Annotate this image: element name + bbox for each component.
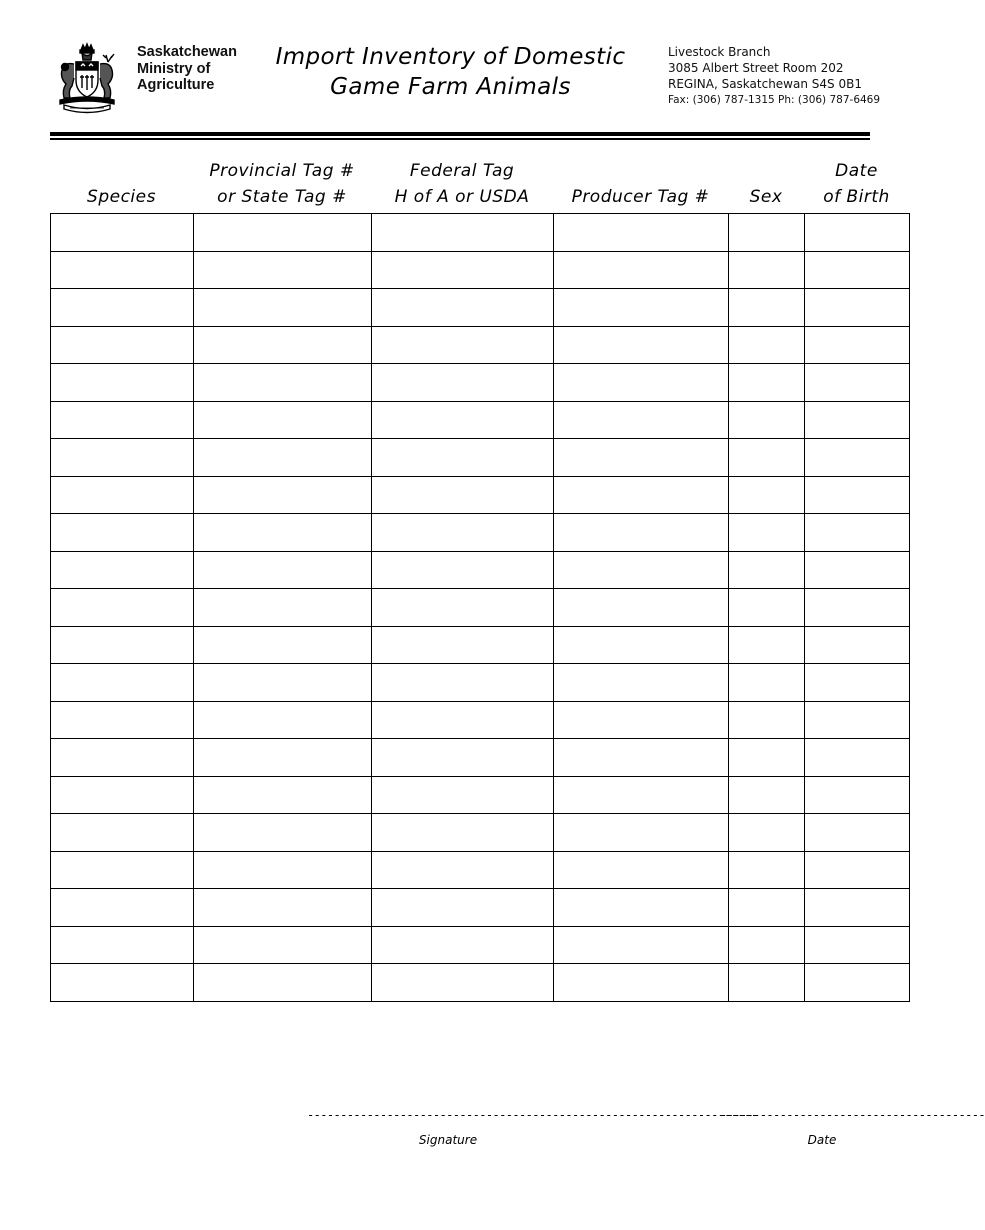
organization-name [137, 44, 237, 94]
cell-species[interactable] [51, 739, 194, 777]
cell-species[interactable] [51, 401, 194, 439]
cell-federal-tag[interactable] [372, 401, 554, 439]
form-title [268, 42, 633, 102]
column-header-line-2: Sex [749, 187, 783, 207]
cell-federal-tag[interactable] [372, 739, 554, 777]
cell-species[interactable] [51, 551, 194, 589]
cell-species[interactable] [51, 326, 194, 364]
table-row [51, 814, 910, 852]
cell-producer-tag[interactable] [554, 214, 729, 252]
cell-species[interactable] [51, 664, 194, 702]
cell-provincial-tag[interactable] [194, 551, 372, 589]
cell-provincial-tag[interactable] [194, 589, 372, 627]
cell-date-of-birth[interactable] [805, 401, 910, 439]
cell-producer-tag[interactable] [554, 776, 729, 814]
cell-producer-tag[interactable] [554, 439, 729, 477]
organization-line-3: Agriculture [137, 77, 215, 93]
cell-date-of-birth[interactable] [805, 964, 910, 1002]
column-header-line-1: Federal Tag [409, 161, 515, 181]
cell-species[interactable] [51, 476, 194, 514]
cell-provincial-tag[interactable] [194, 926, 372, 964]
column-header-species [50, 158, 193, 210]
cell-federal-tag[interactable] [372, 476, 554, 514]
cell-provincial-tag[interactable] [194, 626, 372, 664]
table-row [51, 589, 910, 627]
cell-date-of-birth[interactable] [805, 814, 910, 852]
column-header-line-1: Provincial Tag # [209, 161, 355, 181]
cell-sex[interactable] [729, 439, 805, 477]
cell-producer-tag[interactable] [554, 851, 729, 889]
cell-provincial-tag[interactable] [194, 439, 372, 477]
cell-sex[interactable] [729, 551, 805, 589]
cell-species[interactable] [51, 439, 194, 477]
cell-provincial-tag[interactable] [194, 776, 372, 814]
cell-federal-tag[interactable] [372, 251, 554, 289]
cell-provincial-tag[interactable] [194, 964, 372, 1002]
table-row [51, 364, 910, 402]
cell-date-of-birth[interactable] [805, 289, 910, 327]
cell-date-of-birth[interactable] [805, 439, 910, 477]
cell-producer-tag[interactable] [554, 926, 729, 964]
cell-date-of-birth[interactable] [805, 851, 910, 889]
branch-address [668, 44, 880, 108]
cell-federal-tag[interactable] [372, 889, 554, 927]
column-header-line-1: Date [835, 161, 878, 181]
cell-provincial-tag[interactable] [194, 889, 372, 927]
coat-of-arms-logo [56, 42, 118, 112]
column-header-date-of-birth [804, 158, 909, 210]
cell-producer-tag[interactable] [554, 964, 729, 1002]
table-row [51, 889, 910, 927]
cell-provincial-tag[interactable] [194, 664, 372, 702]
cell-provincial-tag[interactable] [194, 364, 372, 402]
cell-sex[interactable] [729, 364, 805, 402]
form-title-line-1: Import Inventory of Domestic [275, 44, 626, 70]
cell-sex[interactable] [729, 814, 805, 852]
cell-date-of-birth[interactable] [805, 739, 910, 777]
form-title-line-2: Game Farm Animals [330, 74, 571, 100]
table-row [51, 326, 910, 364]
cell-species[interactable] [51, 814, 194, 852]
cell-federal-tag[interactable] [372, 439, 554, 477]
street-address: 3085 Albert Street Room 202 [668, 61, 844, 75]
cell-sex[interactable] [729, 664, 805, 702]
column-header-line-2: Producer Tag # [571, 187, 710, 207]
cell-sex[interactable] [729, 289, 805, 327]
table-row [51, 964, 910, 1002]
cell-species[interactable] [51, 964, 194, 1002]
cell-species[interactable] [51, 626, 194, 664]
cell-provincial-tag[interactable] [194, 851, 372, 889]
cell-sex[interactable] [729, 739, 805, 777]
cell-species[interactable] [51, 776, 194, 814]
city-address: REGINA, Saskatchewan S4S 0B1 [668, 77, 862, 91]
table-row [51, 664, 910, 702]
cell-provincial-tag[interactable] [194, 814, 372, 852]
cell-producer-tag[interactable] [554, 889, 729, 927]
column-header-line-2: H of A or USDA [394, 187, 530, 207]
cell-species[interactable] [51, 364, 194, 402]
cell-federal-tag[interactable] [372, 626, 554, 664]
cell-federal-tag[interactable] [372, 926, 554, 964]
cell-federal-tag[interactable] [372, 664, 554, 702]
cell-producer-tag[interactable] [554, 514, 729, 552]
header-divider-thick [50, 132, 870, 136]
cell-producer-tag[interactable] [554, 289, 729, 327]
cell-species[interactable] [51, 926, 194, 964]
column-header-sex [728, 158, 804, 210]
cell-federal-tag[interactable] [372, 776, 554, 814]
table-row [51, 739, 910, 777]
column-header-line-2: or State Tag # [217, 187, 347, 207]
cell-date-of-birth[interactable] [805, 214, 910, 252]
contact-numbers: Fax: (306) 787-1315 Ph: (306) 787-6469 [668, 94, 881, 106]
column-header-producer-tag [553, 158, 728, 210]
cell-federal-tag[interactable] [372, 289, 554, 327]
cell-sex[interactable] [729, 476, 805, 514]
cell-date-of-birth[interactable] [805, 926, 910, 964]
cell-federal-tag[interactable] [372, 551, 554, 589]
cell-date-of-birth[interactable] [805, 889, 910, 927]
cell-producer-tag[interactable] [554, 476, 729, 514]
table-row [51, 214, 910, 252]
branch-name: Livestock Branch [668, 45, 771, 59]
cell-species[interactable] [51, 889, 194, 927]
cell-producer-tag[interactable] [554, 701, 729, 739]
cell-sex[interactable] [729, 851, 805, 889]
table-row [51, 551, 910, 589]
cell-date-of-birth[interactable] [805, 701, 910, 739]
cell-provincial-tag[interactable] [194, 476, 372, 514]
cell-federal-tag[interactable] [372, 326, 554, 364]
cell-species[interactable] [51, 851, 194, 889]
cell-date-of-birth[interactable] [805, 664, 910, 702]
cell-provincial-tag[interactable] [194, 289, 372, 327]
table-row [51, 476, 910, 514]
date-line[interactable]: ---------------------------------------- [720, 1108, 985, 1122]
cell-species[interactable] [51, 589, 194, 627]
cell-provincial-tag[interactable] [194, 739, 372, 777]
table-row [51, 401, 910, 439]
cell-producer-tag[interactable] [554, 551, 729, 589]
cell-producer-tag[interactable] [554, 626, 729, 664]
column-header-federal-tag [371, 158, 553, 210]
column-header-provincial-tag [193, 158, 371, 210]
cell-producer-tag[interactable] [554, 401, 729, 439]
table-row [51, 514, 910, 552]
inventory-table [50, 213, 910, 1002]
table-row [51, 701, 910, 739]
cell-species[interactable] [51, 289, 194, 327]
table-row [51, 776, 910, 814]
cell-sex[interactable] [729, 626, 805, 664]
cell-federal-tag[interactable] [372, 364, 554, 402]
table-row [51, 926, 910, 964]
cell-federal-tag[interactable] [372, 701, 554, 739]
cell-federal-tag[interactable] [372, 964, 554, 1002]
cell-federal-tag[interactable] [372, 589, 554, 627]
cell-producer-tag[interactable] [554, 364, 729, 402]
cell-federal-tag[interactable] [372, 214, 554, 252]
signature-line[interactable]: -------------------------------------------------------------------- [307, 1108, 758, 1122]
cell-species[interactable] [51, 701, 194, 739]
column-header-line-2: Species [87, 187, 156, 207]
cell-sex[interactable] [729, 589, 805, 627]
table-row [51, 289, 910, 327]
cell-federal-tag[interactable] [372, 851, 554, 889]
cell-sex[interactable] [729, 251, 805, 289]
organization-line-2: Ministry of [137, 60, 211, 77]
cell-producer-tag[interactable] [554, 739, 729, 777]
cell-date-of-birth[interactable] [805, 589, 910, 627]
cell-sex[interactable] [729, 514, 805, 552]
cell-date-of-birth[interactable] [805, 514, 910, 552]
cell-date-of-birth[interactable] [805, 476, 910, 514]
cell-producer-tag[interactable] [554, 326, 729, 364]
cell-date-of-birth[interactable] [805, 551, 910, 589]
organization-line-1: Saskatchewan [137, 44, 237, 60]
cell-provincial-tag[interactable] [194, 326, 372, 364]
cell-provincial-tag[interactable] [194, 514, 372, 552]
cell-sex[interactable] [729, 326, 805, 364]
cell-producer-tag[interactable] [554, 251, 729, 289]
cell-date-of-birth[interactable] [805, 251, 910, 289]
cell-producer-tag[interactable] [554, 589, 729, 627]
cell-sex[interactable] [729, 214, 805, 252]
cell-provincial-tag[interactable] [194, 401, 372, 439]
cell-provincial-tag[interactable] [194, 701, 372, 739]
cell-species[interactable] [51, 514, 194, 552]
signature-label: Signature [418, 1133, 478, 1147]
table-row [51, 851, 910, 889]
header-divider-thin [50, 138, 870, 140]
cell-date-of-birth[interactable] [805, 776, 910, 814]
cell-sex[interactable] [729, 964, 805, 1002]
table-row [51, 439, 910, 477]
cell-sex[interactable] [729, 889, 805, 927]
table-row [51, 626, 910, 664]
table-row [51, 251, 910, 289]
cell-date-of-birth[interactable] [805, 364, 910, 402]
cell-sex[interactable] [729, 926, 805, 964]
cell-sex[interactable] [729, 401, 805, 439]
cell-date-of-birth[interactable] [805, 326, 910, 364]
cell-sex[interactable] [729, 776, 805, 814]
cell-provincial-tag[interactable] [194, 251, 372, 289]
date-label: Date [807, 1133, 837, 1147]
cell-federal-tag[interactable] [372, 514, 554, 552]
cell-producer-tag[interactable] [554, 814, 729, 852]
column-header-line-2: of Birth [823, 187, 890, 207]
cell-provincial-tag[interactable] [194, 214, 372, 252]
cell-sex[interactable] [729, 701, 805, 739]
cell-federal-tag[interactable] [372, 814, 554, 852]
cell-species[interactable] [51, 251, 194, 289]
cell-species[interactable] [51, 214, 194, 252]
cell-producer-tag[interactable] [554, 664, 729, 702]
cell-date-of-birth[interactable] [805, 626, 910, 664]
